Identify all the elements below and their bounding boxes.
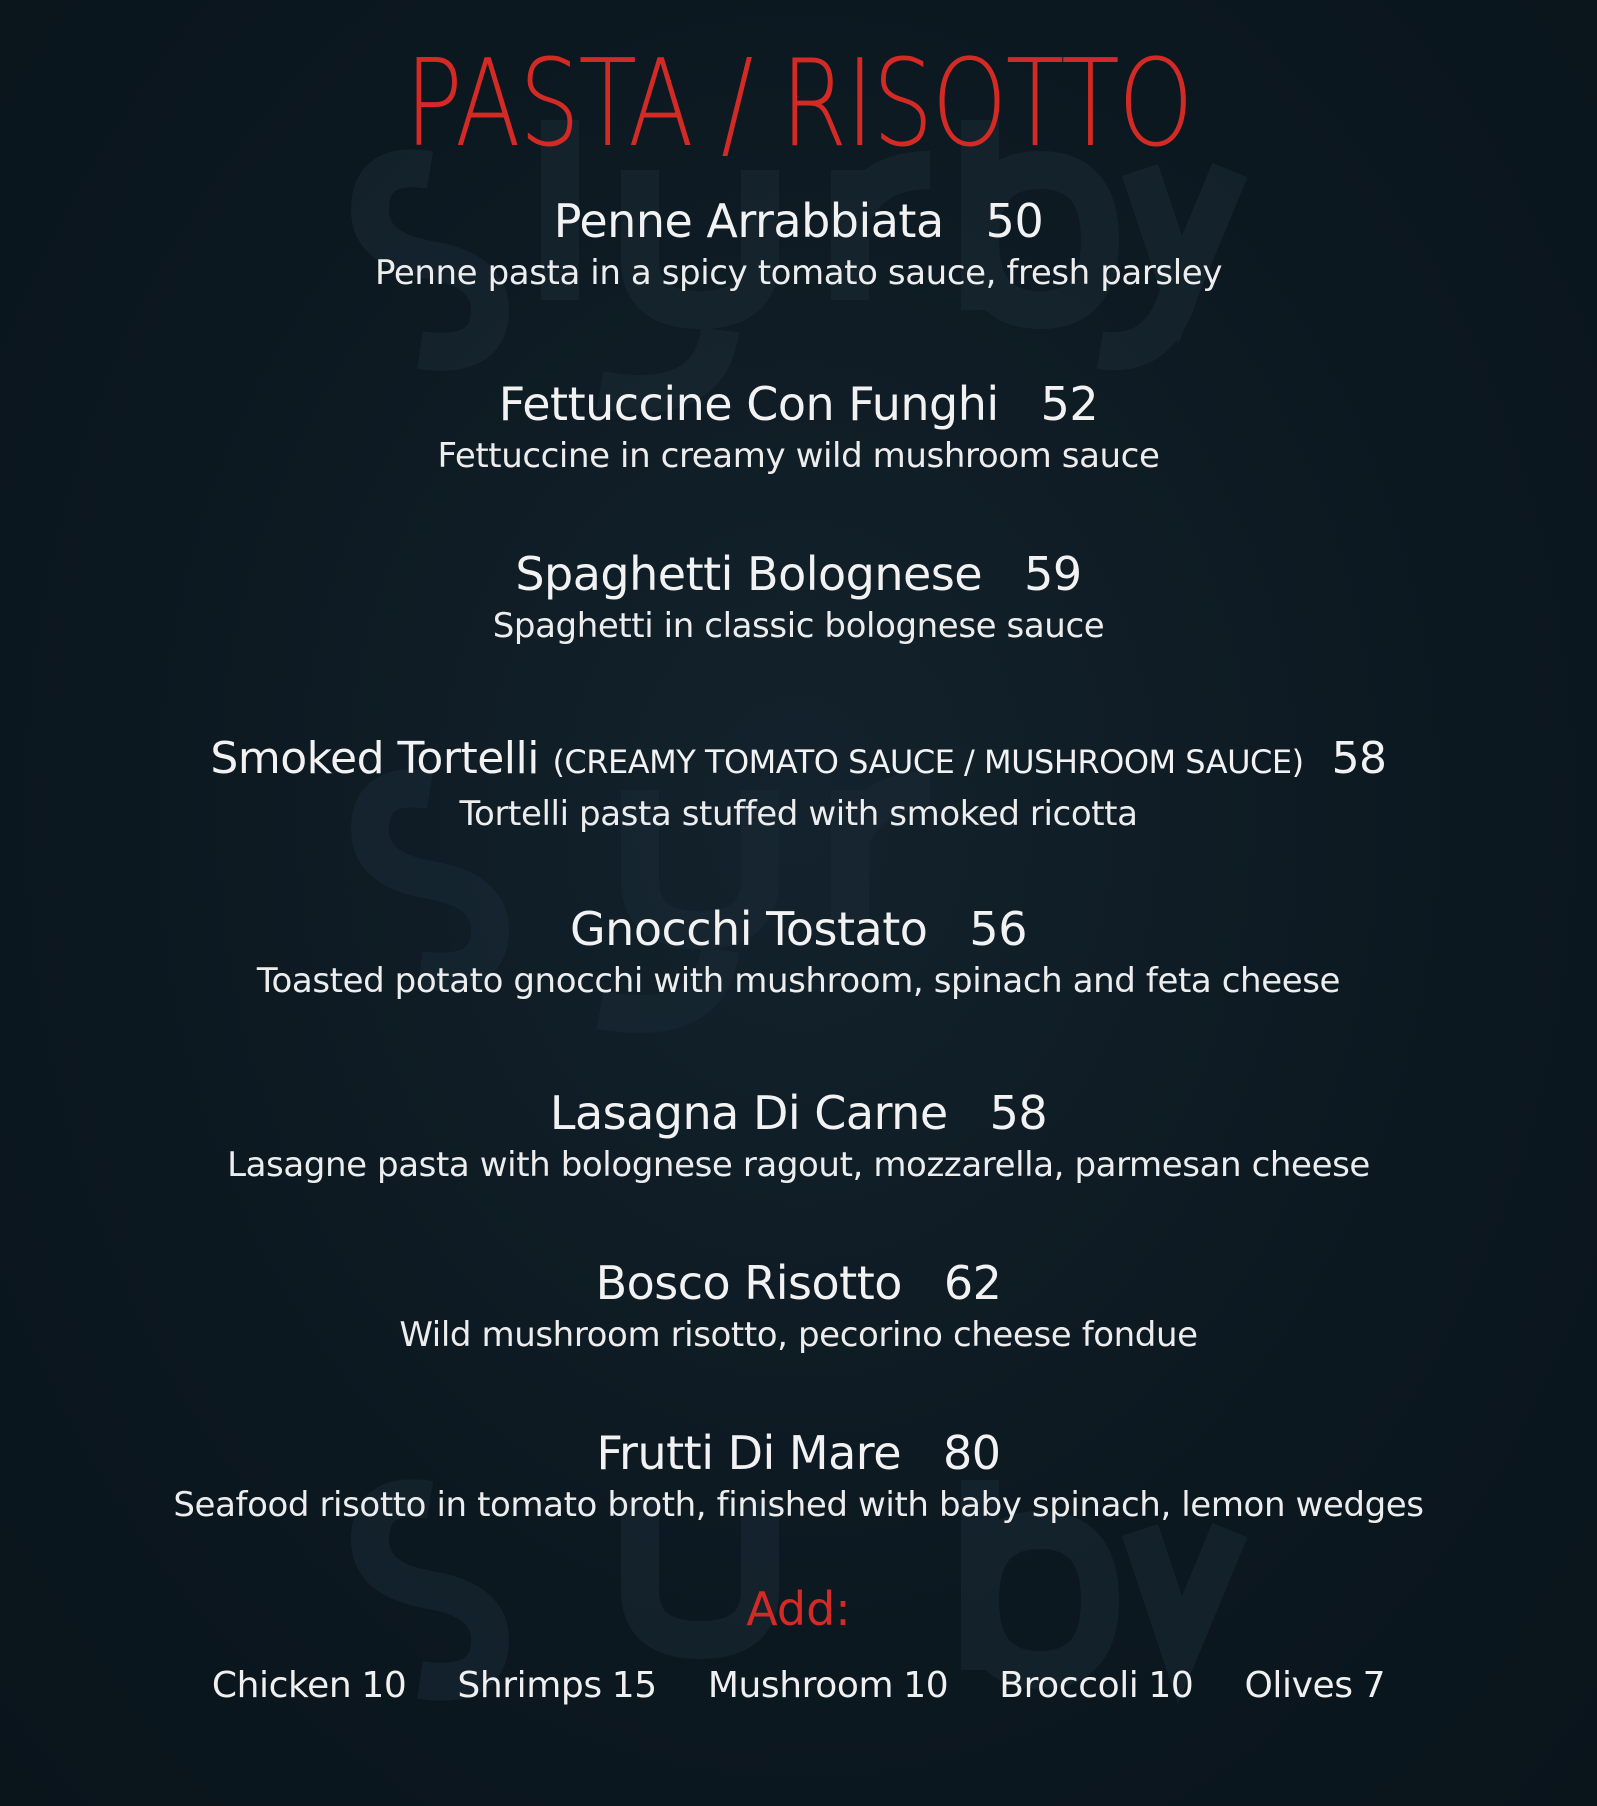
menu-item-price: 50 [985,194,1044,248]
menu-item [0,900,1597,1004]
menu-item-price: 56 [969,902,1027,956]
menu-item-price: 59 [1024,547,1082,601]
menu-item-price: 58 [989,1086,1048,1140]
menu-item-description: Lasagne pasta with bolognese ragout, mozzarella, parmesan cheese [227,1145,1370,1185]
addon-name: Broccoli [999,1665,1139,1706]
menu-item [0,1254,1597,1358]
menu-item-heading [0,900,1597,958]
menu-item-price: 62 [943,1256,1002,1310]
menu-item-price: 52 [1040,377,1099,431]
addon-item [708,1662,948,1710]
addon-price: 10 [1148,1665,1194,1706]
menu-item-heading [0,375,1597,433]
menu-item-description: Penne pasta in a spicy tomato sauce, fresh parsley [374,253,1223,293]
menu-item-name: Fettuccine Con Funghi [498,377,999,431]
menu-item-heading [0,1424,1597,1482]
menu-item-description: Wild mushroom risotto, pecorino cheese fondue [399,1315,1198,1355]
addon-item [1244,1662,1385,1710]
menu-item-description: Tortelli pasta stuffed with smoked ricotta [459,794,1138,834]
addon-item [212,1662,407,1710]
addon-list [0,1662,1597,1710]
menu-item-name: Frutti Di Mare [596,1426,901,1480]
addon-name: Shrimps [457,1665,602,1706]
addon-price: 15 [611,1665,657,1706]
menu-item-heading [0,1084,1597,1142]
add-heading: Add: [746,1582,851,1636]
menu-title: PASTA / RISOTTO [404,35,1193,174]
menu-item [0,1424,1597,1528]
menu-item [0,192,1597,296]
menu-item-description: Seafood risotto in tomato broth, finished with baby spinach, lemon wedges [173,1485,1424,1525]
menu-item-name: Penne Arrabbiata [553,194,944,248]
addon-item [999,1662,1193,1710]
addon-name: Mushroom [707,1665,894,1706]
menu-item-note: (CREAMY TOMATO SAUCE / MUSHROOM SAUCE) [552,743,1304,781]
addon-name: Chicken [211,1665,352,1706]
addon-price: 10 [903,1665,949,1706]
menu-item-heading [0,730,1597,791]
menu-item-heading [0,192,1597,250]
menu-item-name: Bosco Risotto [595,1256,902,1310]
menu-item [0,1084,1597,1188]
addon-price: 10 [361,1665,407,1706]
menu-item-description: Spaghetti in classic bolognese sauce [492,606,1105,646]
menu-item-name: Smoked Tortelli [210,733,539,784]
menu-item-heading [0,545,1597,603]
menu-item-price: 58 [1331,733,1387,784]
menu-item-name: Spaghetti Bolognese [515,547,983,601]
menu-item [0,545,1597,649]
addon-name: Olives [1244,1665,1353,1706]
menu-item-heading [0,1254,1597,1312]
menu-item-price: 80 [943,1426,1001,1480]
addon-item [457,1662,656,1710]
menu-item [0,375,1597,479]
addon-price: 7 [1362,1665,1386,1706]
menu-item-description: Fettuccine in creamy wild mushroom sauce [437,436,1160,476]
menu-item-description: Toasted potato gnocchi with mushroom, spinach and feta cheese [256,961,1341,1001]
menu-item-name: Lasagna Di Carne [549,1086,948,1140]
menu-item [0,730,1597,837]
menu-item-name: Gnocchi Tostato [570,902,928,956]
